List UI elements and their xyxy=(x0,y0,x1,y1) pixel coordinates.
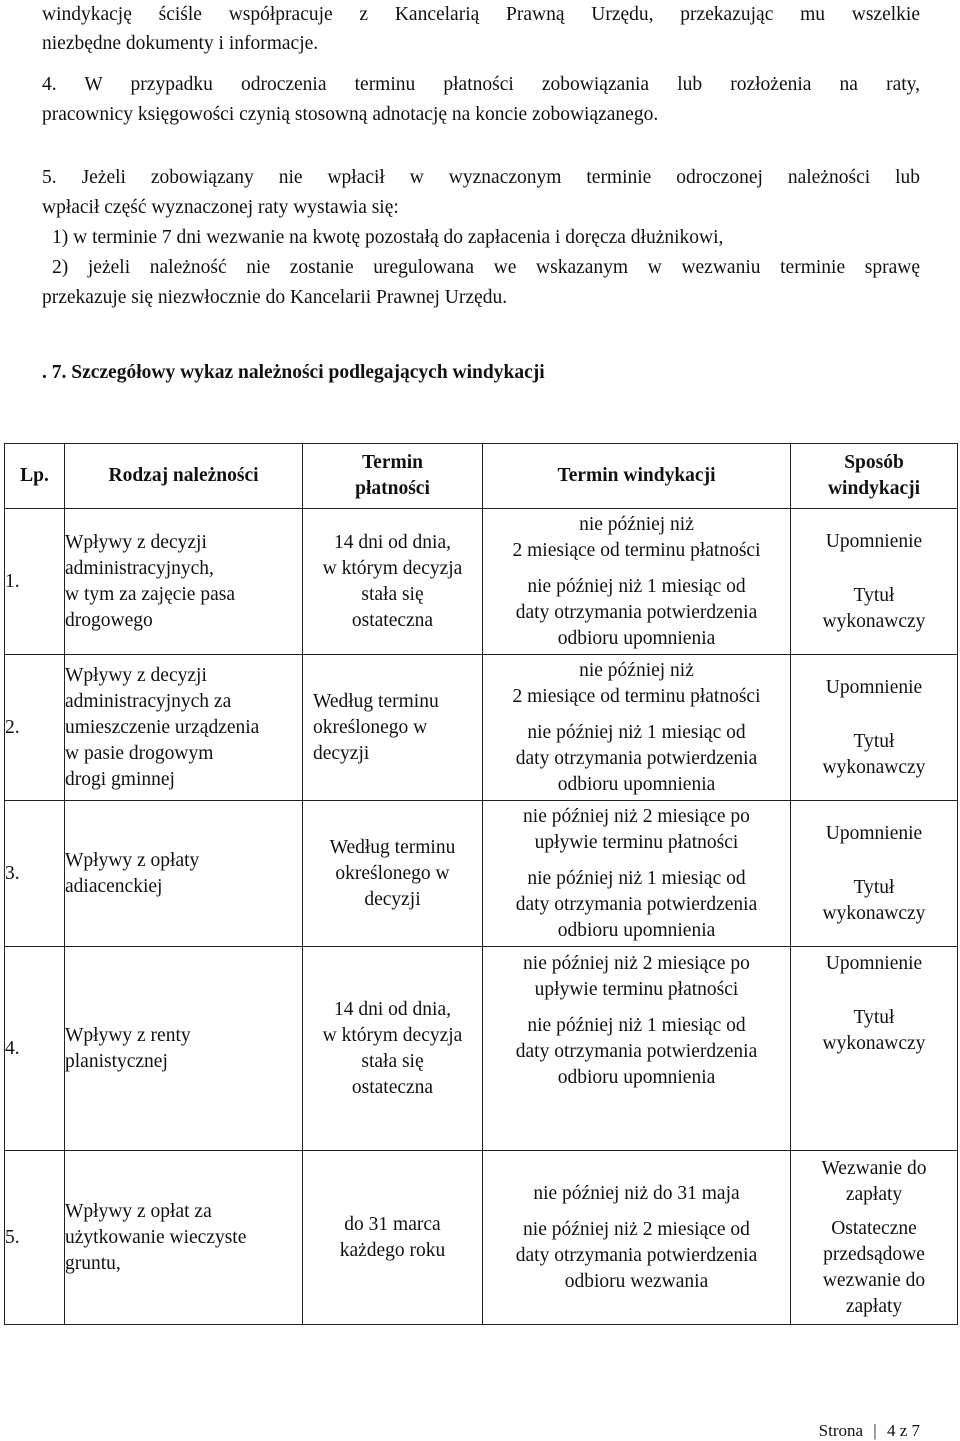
cell-line: Wpływy z renty xyxy=(65,1024,191,1046)
cell-line: stała się xyxy=(361,583,424,605)
cell-termin-windykacji xyxy=(483,947,791,1151)
cell-line: przedsądowe xyxy=(823,1243,925,1265)
cell-termin-platnosci xyxy=(303,947,483,1151)
cell-line: w którym decyzja xyxy=(322,1024,463,1046)
cell-line: wykonawczy xyxy=(822,756,926,778)
cell-line: w którym decyzja xyxy=(322,557,463,579)
cell-line: Upomnienie xyxy=(825,530,923,552)
cell-line: wykonawczy xyxy=(822,902,926,924)
footer-of: z xyxy=(899,1421,908,1440)
cell-line: nie później niż 2 miesiące od xyxy=(523,1218,750,1240)
cell-line: daty otrzymania potwierdzenia xyxy=(515,893,758,915)
cell-line: odbioru upomnienia xyxy=(557,773,716,795)
cell-line: wezwanie do xyxy=(822,1269,926,1291)
cell-line: nie później niż 2 miesiące po xyxy=(523,953,750,974)
cell-line: umieszczenie urządzenia xyxy=(65,716,260,738)
table-row xyxy=(5,947,958,1151)
cell-line: planistycznej xyxy=(65,1050,168,1072)
cell-line: Tytuł xyxy=(853,1007,895,1028)
cell-line: nie później niż 1 miesiąc od xyxy=(527,867,746,889)
footer-label: Strona xyxy=(818,1421,864,1440)
cell-line: do 31 marca xyxy=(344,1213,441,1235)
cell-line: nie później niż do 31 maja xyxy=(533,1182,740,1204)
cell-line: nie później niż xyxy=(579,659,694,681)
cell-rodzaj xyxy=(65,509,303,655)
cell-line: Wezwanie do xyxy=(821,1157,927,1179)
cell-lp: 3. xyxy=(5,801,65,947)
spacer xyxy=(791,977,957,1005)
cell-line: 2 miesiące od terminu płatności xyxy=(512,685,761,707)
cell-line: odbioru upomnienia xyxy=(557,919,716,941)
footer-separator: | xyxy=(873,1421,877,1440)
cell-line: w tym za zajęcie pasa xyxy=(65,583,235,605)
cell-line: Upomnienie xyxy=(825,822,923,844)
cell-rodzaj xyxy=(65,801,303,947)
cell-line: wykonawczy xyxy=(822,610,926,632)
spacer xyxy=(483,710,790,720)
cell-line: zapłaty xyxy=(845,1295,903,1317)
paragraph-line: wpłacił część wyznaczonej raty wystawia się: xyxy=(42,197,399,218)
cell-termin-platnosci xyxy=(303,1151,483,1325)
cell-line: stała się xyxy=(361,1050,424,1072)
cell-line: Tytuł xyxy=(853,584,895,606)
cell-termin-windykacji xyxy=(483,801,791,947)
header-line: Sposób xyxy=(844,452,904,473)
cell-line: Wpływy z decyzji xyxy=(65,531,207,553)
list-item: 2) jeżeli należność nie zostanie uregulowana we wskazanym w wezwaniu terminie sprawę xyxy=(52,257,920,278)
cell-termin-platnosci xyxy=(303,655,483,801)
footer-total: 7 xyxy=(911,1421,920,1440)
section-heading: . 7. Szczegółowy wykaz należności podlegających windykacji xyxy=(42,362,545,383)
cell-line: odbioru wezwania xyxy=(564,1270,709,1292)
paragraph-line: 5. Jeżeli zobowiązany nie wpłacił w wyznaczonym terminie odroczonej należności lub xyxy=(42,167,920,188)
cell-sposob-windykacji xyxy=(791,655,958,801)
cell-sposob-windykacji xyxy=(791,947,958,1151)
header-termin-windykacji: Termin windykacji xyxy=(483,444,791,509)
cell-line: Wpływy z opłat za xyxy=(65,1200,212,1222)
paragraph-line: niezbędne dokumenty i informacje. xyxy=(42,33,319,54)
cell-line: Ostateczne xyxy=(831,1217,917,1239)
cell-line: ostateczna xyxy=(351,1076,434,1098)
header-line: windykacji xyxy=(827,478,921,499)
paragraph-line: 4. W przypadku odroczenia terminu płatności zobowiązania lub rozłożenia na raty, xyxy=(42,74,920,95)
table-row xyxy=(5,801,958,947)
cell-line: nie później niż 1 miesiąc od xyxy=(527,721,746,743)
cell-sposob-windykacji xyxy=(791,509,958,655)
page-footer xyxy=(819,1421,920,1441)
cell-line: Tytuł xyxy=(853,730,895,752)
cell-termin-windykacji xyxy=(483,1151,791,1325)
table-header-row xyxy=(5,444,958,509)
cell-line: daty otrzymania potwierdzenia xyxy=(515,1244,758,1266)
cell-termin-windykacji xyxy=(483,655,791,801)
cell-line: Upomnienie xyxy=(825,676,923,698)
cell-lp: 4. xyxy=(5,947,65,1151)
cell-line: 2 miesiące od terminu płatności xyxy=(512,539,761,561)
cell-line: nie później niż 1 miesiąc od xyxy=(527,575,746,597)
spacer xyxy=(791,555,957,583)
cell-line: Wpływy z opłaty xyxy=(65,849,200,871)
list-item: przekazuje się niezwłocznie do Kancelarii Prawnej Urzędu. xyxy=(42,287,508,308)
cell-line: administracyjnych, xyxy=(65,557,214,579)
paragraph-line: pracownicy księgowości czynią stosowną adnotację na koncie zobowiązanego. xyxy=(42,104,659,125)
cell-line: odbioru upomnienia xyxy=(557,627,716,649)
cell-line: gruntu, xyxy=(65,1252,121,1274)
header-sposob xyxy=(791,444,958,509)
cell-line: decyzji xyxy=(364,888,421,910)
cell-line: zapłaty xyxy=(845,1183,903,1205)
cell-termin-platnosci xyxy=(303,801,483,947)
spacer xyxy=(483,564,790,574)
cell-rodzaj xyxy=(65,1151,303,1325)
cell-line: nie później niż xyxy=(579,513,694,535)
spacer xyxy=(483,856,790,866)
cell-line: wykonawczy xyxy=(822,1033,926,1054)
cell-line: administracyjnych za xyxy=(65,690,232,712)
table-row xyxy=(5,509,958,655)
table-row xyxy=(5,1151,958,1325)
cell-line: daty otrzymania potwierdzenia xyxy=(515,1041,758,1062)
header-rodzaj: Rodzaj należności xyxy=(65,444,303,509)
spacer xyxy=(791,1208,957,1216)
cell-line: określonego w xyxy=(313,716,428,738)
cell-line: Upomnienie xyxy=(825,953,923,974)
cell-sposob-windykacji xyxy=(791,1151,958,1325)
footer-page: 4 xyxy=(886,1421,896,1440)
spacer xyxy=(791,701,957,729)
cell-line: określonego w xyxy=(335,862,450,884)
cell-line: każdego roku xyxy=(339,1239,446,1261)
list-item: 1) w terminie 7 dni wezwanie na kwotę pozostałą do zapłacenia i doręcza dłużnikowi, xyxy=(52,227,724,248)
spacer xyxy=(791,847,957,875)
cell-lp: 2. xyxy=(5,655,65,801)
cell-line: 14 dni od dnia, xyxy=(334,531,451,553)
header-line: płatności xyxy=(355,478,430,499)
table-row xyxy=(5,655,958,801)
cell-termin-platnosci xyxy=(303,509,483,655)
receivables-table xyxy=(4,443,958,1325)
cell-line: Według terminu xyxy=(313,690,439,712)
cell-line: upływie terminu płatności xyxy=(534,979,739,1000)
cell-line: Tytuł xyxy=(853,876,895,898)
cell-line: użytkowanie wieczyste xyxy=(65,1226,247,1248)
cell-lp: 1. xyxy=(5,509,65,655)
cell-line: drogi gminnej xyxy=(65,768,175,790)
cell-line: 14 dni od dnia, xyxy=(334,998,451,1020)
cell-sposob-windykacji xyxy=(791,801,958,947)
spacer xyxy=(483,1207,790,1217)
cell-line: upływie terminu płatności xyxy=(534,831,739,853)
cell-termin-windykacji xyxy=(483,509,791,655)
cell-line: odbioru upomnienia xyxy=(557,1067,716,1088)
cell-line: daty otrzymania potwierdzenia xyxy=(515,601,758,623)
paragraph-line: windykację ściśle współpracuje z Kancelarią Prawną Urzędu, przekazując mu wszelkie xyxy=(42,4,920,25)
cell-line: Według terminu xyxy=(329,836,456,858)
cell-rodzaj xyxy=(65,655,303,801)
header-line: Termin xyxy=(361,452,424,473)
cell-line: nie później niż 1 miesiąc od xyxy=(527,1015,746,1036)
cell-line: nie później niż 2 miesiące po xyxy=(523,805,750,827)
cell-line: Wpływy z decyzji xyxy=(65,664,207,686)
cell-line: drogowego xyxy=(65,609,153,631)
cell-line: daty otrzymania potwierdzenia xyxy=(515,747,758,769)
cell-line: decyzji xyxy=(313,742,370,764)
cell-lp: 5. xyxy=(5,1151,65,1325)
cell-rodzaj xyxy=(65,947,303,1151)
spacer xyxy=(483,1003,790,1013)
cell-line: w pasie drogowym xyxy=(65,742,214,764)
cell-line: adiacenckiej xyxy=(65,875,163,897)
header-termin-platnosci xyxy=(303,444,483,509)
header-lp: Lp. xyxy=(5,444,65,509)
cell-line: ostateczna xyxy=(351,609,434,631)
